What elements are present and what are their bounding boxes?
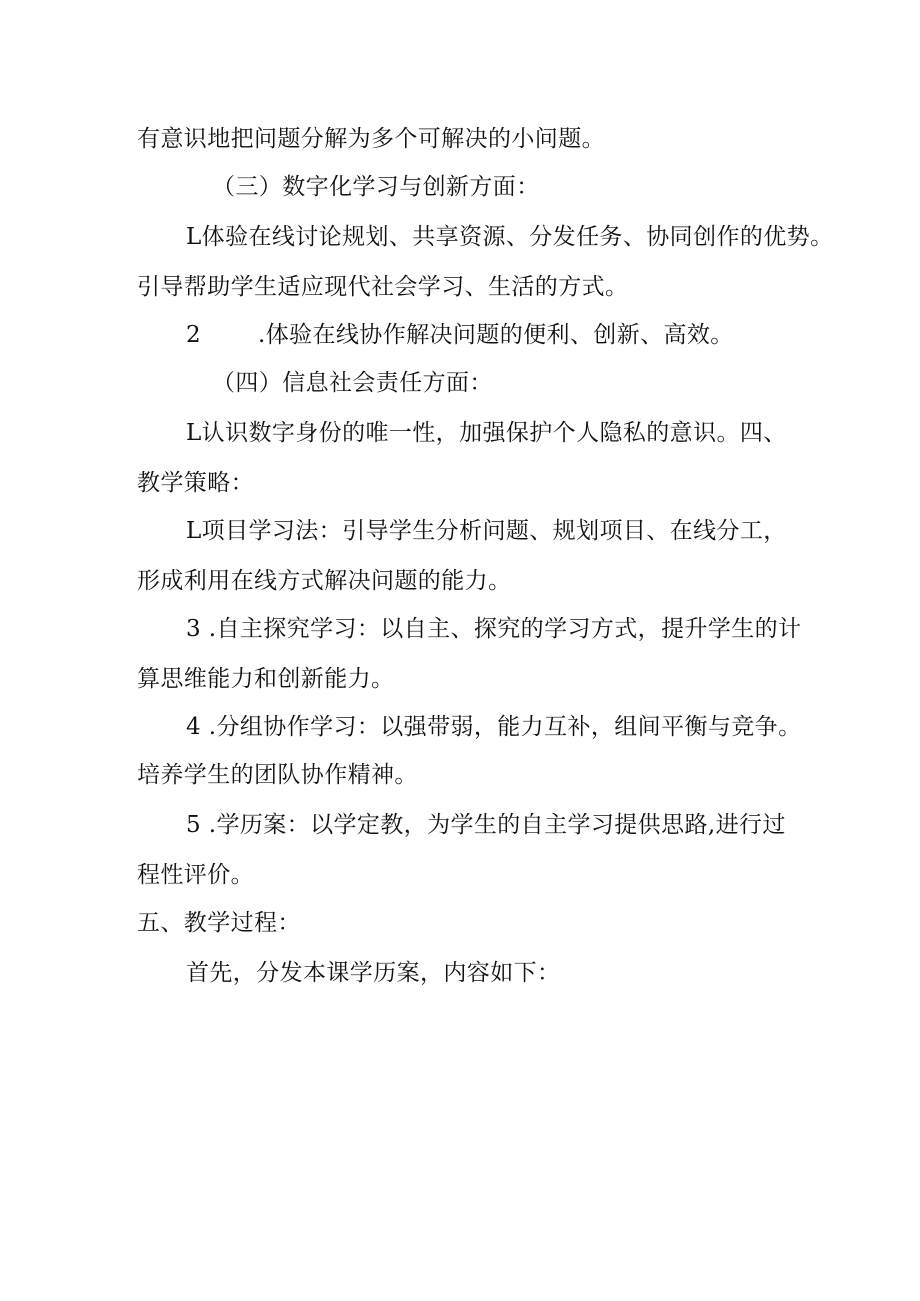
item-text: .自主探究学习：以自主、探究的学习方式，提升学生的计 bbox=[208, 616, 802, 642]
numbered-line bbox=[186, 614, 801, 644]
text-line: 引导帮助学生适应现代社会学习、生活的方式。 bbox=[137, 274, 629, 300]
text-line: 有意识地把问题分解为多个可解决的小问题。 bbox=[137, 126, 605, 152]
text-line: 形成利用在线方式解决问题的能力。 bbox=[137, 568, 512, 594]
item-text: .学历案：以学定教，为学生的自主学习提供思路,进行过 bbox=[208, 812, 786, 838]
item-number: 2 bbox=[186, 322, 202, 348]
section-heading-digital-learning: （三）数字化学习与创新方面： bbox=[212, 174, 540, 200]
item-number: 4 bbox=[186, 714, 202, 740]
item-text: .体验在线协作解决问题的便利、创新、高效。 bbox=[258, 322, 734, 348]
numbered-line bbox=[186, 320, 734, 350]
item-text: .分组协作学习：以强带弱，能力互补，组间平衡与竞争。 bbox=[208, 714, 802, 740]
text-line: L认识数字身份的唯一性，加强保护个人隐私的意识。四、 bbox=[186, 420, 787, 446]
text-line: 教学策略： bbox=[137, 470, 254, 496]
section-heading-social-responsibility: （四）信息社会责任方面： bbox=[212, 370, 493, 396]
item-number: 3 bbox=[186, 616, 202, 642]
text-line: 培养学生的团队协作精神。 bbox=[137, 762, 418, 788]
text-line: 程性评价。 bbox=[137, 862, 254, 888]
text-line: 算思维能力和创新能力。 bbox=[137, 666, 395, 692]
text-line: L项目学习法：引导学生分析问题、规划项目、在线分工， bbox=[186, 518, 787, 544]
section-heading-teaching-process: 五、教学过程： bbox=[137, 910, 301, 936]
numbered-line bbox=[186, 810, 786, 840]
text-line: 首先，分发本课学历案，内容如下： bbox=[186, 960, 561, 986]
text-line: L体验在线讨论规划、共享资源、分发任务、协同创作的优势。 bbox=[186, 224, 834, 250]
item-number: 5 bbox=[186, 812, 202, 838]
numbered-line bbox=[186, 712, 801, 742]
